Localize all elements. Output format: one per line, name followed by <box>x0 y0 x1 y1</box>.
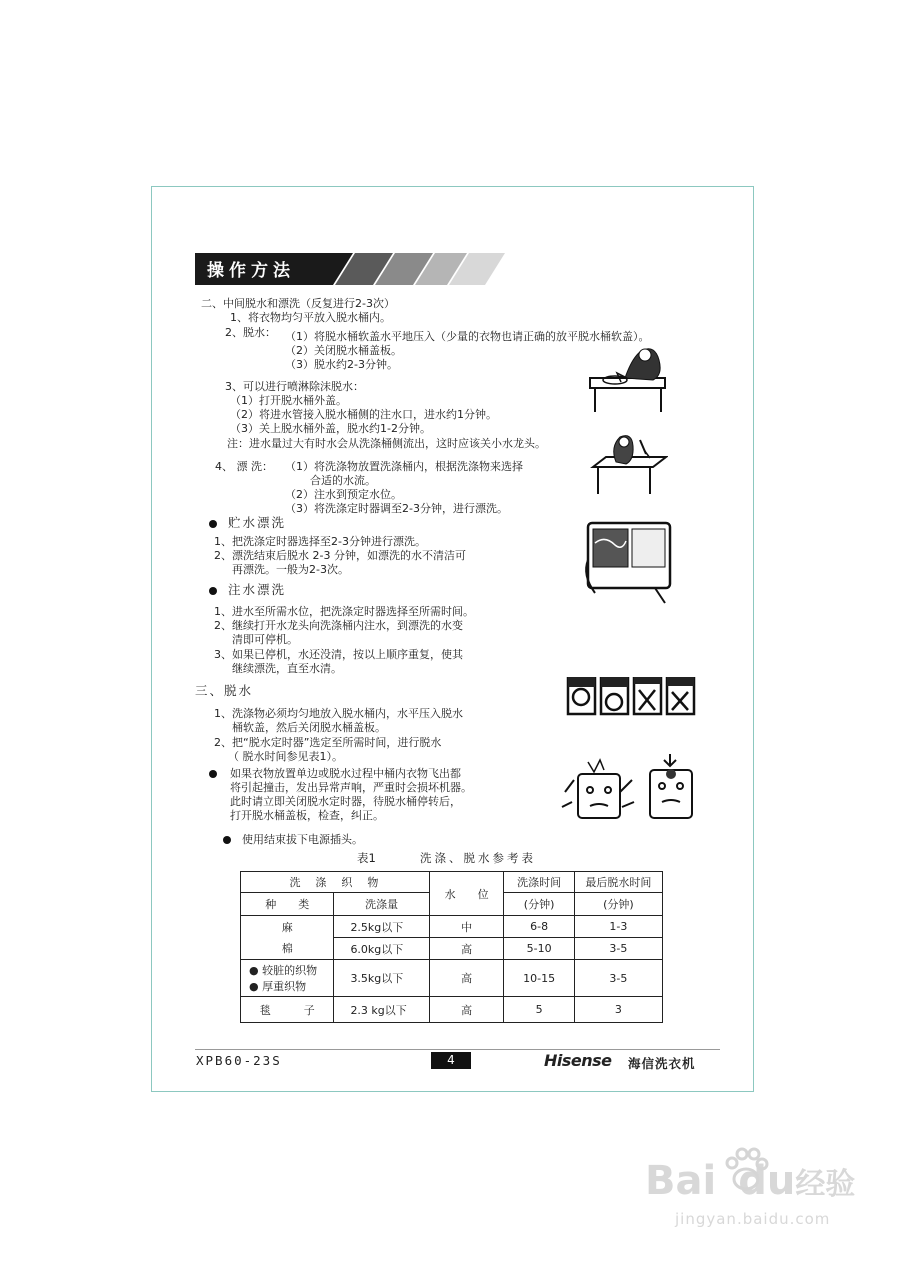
spin-cell: 1-3 <box>574 916 662 938</box>
page-title: 操作方法 <box>207 261 295 281</box>
model-number: XPB60-23S <box>196 1053 282 1068</box>
warning-line: 将引起撞击，发出异常声响，严重时会损坏机器。 <box>230 781 472 794</box>
header-fabric: 洗 涤 织 物 <box>241 872 430 893</box>
footer-divider <box>195 1049 720 1050</box>
section2-step4-item: （3）将洗涤定时器调至2-3分钟，进行漂洗。 <box>285 502 508 515</box>
section2-step2-item: （2）关闭脱水桶盖板。 <box>285 344 402 357</box>
amount-cell: 6.0kg以下 <box>334 938 429 960</box>
unplug-note: 使用结束拔下电源插头。 <box>242 833 363 846</box>
section2-heading: 二、中间脱水和漂洗（反复进行2-3次） <box>201 297 395 310</box>
load-balance-illustration <box>565 672 697 720</box>
amount-cell: 3.5kg以下 <box>334 960 429 997</box>
bullet-icon <box>209 587 217 595</box>
rinse-fill-line: 继续漂洗，直至水清。 <box>232 662 342 675</box>
amount-cell: 2.5kg以下 <box>334 916 429 938</box>
warning-line: 打开脱水桶盖板，检查，纠正。 <box>230 809 384 822</box>
bullet-icon <box>209 520 217 528</box>
rinse-fill-line: 1、进水至所需水位，把洗涤定时器选择至所需时间。 <box>214 605 474 618</box>
section2-step2-item: （1）将脱水桶软盖水平地压入（少量的衣物也请正确的放平脱水桶软盖）。 <box>285 330 650 343</box>
section2-step3-item: （3）关上脱水桶外盖，脱水约1-2分钟。 <box>230 422 431 435</box>
section3-line: 2、把“脱水定时器”选定至所需时间，进行脱水 <box>214 736 442 749</box>
rinse-store-line: 再漂洗。一般为2-3次。 <box>232 563 349 576</box>
wash-cell: 10-15 <box>504 960 574 997</box>
warning-illustration <box>560 752 710 827</box>
section2-step4-label: 4、 漂 洗： <box>215 460 273 473</box>
rinse-illustration <box>588 432 668 497</box>
spin-cell: 3 <box>574 997 662 1023</box>
brand-name-cn: 海信洗衣机 <box>628 1056 696 1071</box>
wash-cell: 6-8 <box>504 916 574 938</box>
table-caption-number: 表1 <box>357 851 376 865</box>
header-water: 水 位 <box>429 872 504 916</box>
kind-cell: 麻 棉 <box>241 916 334 960</box>
spin-cell: 3-5 <box>574 938 662 960</box>
table-row <box>241 916 663 938</box>
section3-heading: 三、脱水 <box>195 683 254 698</box>
section2-step3-item: （2）将进水管接入脱水桶侧的注水口，进水约1分钟。 <box>230 408 497 421</box>
rinse-store-heading: 贮水漂洗 <box>228 515 287 530</box>
watermark-logo: Bai du经验 <box>645 1158 856 1204</box>
header-kind: 种 类 <box>241 893 334 916</box>
section2-step4-item: （2）注水到预定水位。 <box>285 488 402 501</box>
warning-line: 如果衣物放置单边或脱水过程中桶内衣物飞出都 <box>230 767 461 780</box>
washing-machine-illustration <box>580 515 675 610</box>
header-spin-time: 最后脱水时间 <box>574 872 662 893</box>
rinse-fill-line: 2、继续打开水龙头向洗涤桶内注水，到漂洗的水变 <box>214 619 463 632</box>
section2-step1: 1、将衣物均匀平放入脱水桶内。 <box>230 311 391 324</box>
reference-table <box>240 871 663 1023</box>
pressing-lid-illustration <box>585 340 670 415</box>
section3-line: 1、洗涤物必须均匀地放入脱水桶内，水平压入脱水 <box>214 707 463 720</box>
section2-step3-item: （1）打开脱水桶外盖。 <box>230 394 347 407</box>
page-number: 4 <box>431 1052 471 1069</box>
bullet-icon <box>209 770 217 778</box>
water-cell: 高 <box>429 997 504 1023</box>
rinse-store-line: 1、把洗涤定时器选择至2-3分钟进行漂洗。 <box>214 535 426 548</box>
water-cell: 高 <box>429 938 504 960</box>
table-row <box>241 997 663 1023</box>
amount-cell: 2.3 kg以下 <box>334 997 429 1023</box>
table-row <box>241 960 663 997</box>
section3-line: 桶软盖，然后关闭脱水桶盖板。 <box>232 721 386 734</box>
warning-line: 此时请立即关闭脱水定时器，待脱水桶停转后， <box>230 795 461 808</box>
section2-step2-item: （3）脱水约2-3分钟。 <box>285 358 398 371</box>
section2-step2-label: 2、脱水： <box>225 326 276 339</box>
kind-cell: ● 较脏的织物 ● 厚重织物 <box>241 960 334 997</box>
brand-logo: Hisense <box>544 1051 612 1070</box>
rinse-fill-line: 3、如果已停机，水还没清，按以上顺序重复，使其 <box>214 648 463 661</box>
rinse-store-line: 2、漂洗结束后脱水 2-3 分钟，如漂洗的水不清洁可 <box>214 549 466 562</box>
section2-step4-item: （1）将洗涤物放置洗涤桶内，根据洗涤物来选择 <box>285 460 523 473</box>
header-wash-time: 洗涤时间 <box>504 872 574 893</box>
section3-line: （ 脱水时间参见表1）。 <box>228 750 343 763</box>
section2-step3-label: 3、可以进行喷淋除沫脱水： <box>225 380 364 393</box>
header-wash-unit: (分钟) <box>504 893 574 916</box>
paw-icon <box>720 1145 772 1197</box>
rinse-fill-heading: 注水漂洗 <box>228 582 287 597</box>
kind-cell: 毯 子 <box>241 997 334 1023</box>
water-cell: 中 <box>429 916 504 938</box>
spin-cell: 3-5 <box>574 960 662 997</box>
bullet-icon <box>223 836 231 844</box>
rinse-fill-line: 清即可停机。 <box>232 633 298 646</box>
section2-note: 注：进水量过大有时水会从洗涤桶侧流出，这时应该关小水龙头。 <box>227 437 546 450</box>
header-amount: 洗涤量 <box>334 893 429 916</box>
wash-cell: 5 <box>504 997 574 1023</box>
wash-cell: 5-10 <box>504 938 574 960</box>
header-spin-unit: (分钟) <box>574 893 662 916</box>
water-cell: 高 <box>429 960 504 997</box>
table-caption-title: 洗涤、脱水参考表 <box>420 851 536 865</box>
watermark-url: jingyan.baidu.com <box>675 1210 831 1228</box>
section2-step4-item: 合适的水流。 <box>310 474 376 487</box>
